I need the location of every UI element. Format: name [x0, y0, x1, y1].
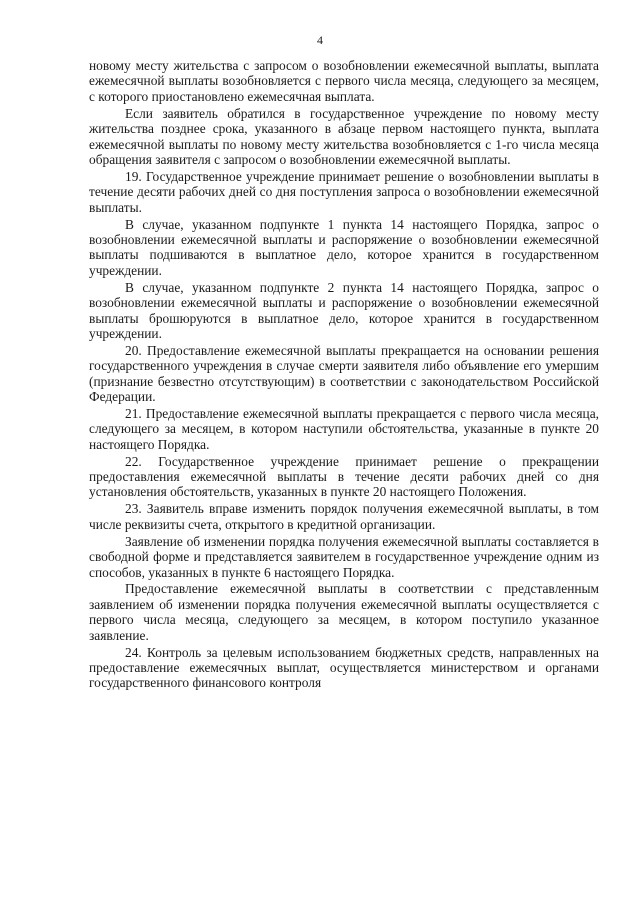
paragraph: В случае, указанном подпункте 1 пункта 14 настоящего Порядка, запрос о возобновлении ежемесячной выплаты и распоряжение о возобновлении ежемесячной выплаты подшиваются в выплатное дело, которое хранится в государственном учреждении.: [89, 216, 599, 278]
paragraph: Предоставление ежемесячной выплаты в соответствии с представленным заявлением об изменении порядка получения ежемесячной выплаты осуществляется с первого числа месяца, следующего за месяцем, в котором поступило указанное заявление.: [89, 581, 599, 643]
paragraph-item-24: 24. Контроль за целевым использованием бюджетных средств, направленных на предоставление ежемесячных выплат, осуществляется министерством и органами государственного финансового контроля: [89, 644, 599, 691]
paragraph-item-20: 20. Предоставление ежемесячной выплаты прекращается на основании решения государственного учреждения в случае смерти заявителя либо объявление его умершим (признание безвестно отсутствующим) в соответствии с законодательством Российской Федерации.: [89, 342, 599, 405]
paragraph-item-22: 22. Государственное учреждение принимает решение о прекращении предоставления ежемесячной выплаты в течение десяти рабочих дней со дня установления обстоятельств, указанных в пункте 20 настоящего Положения.: [89, 453, 599, 500]
document-body: [89, 58, 599, 692]
page-number: 4: [317, 33, 323, 47]
paragraph-item-23: 23. Заявитель вправе изменить порядок получения ежемесячной выплаты, в том числе реквизиты счета, открытого в кредитной организации.: [89, 501, 599, 532]
paragraph: В случае, указанном подпункте 2 пункта 14 настоящего Порядка, запрос о возобновлении ежемесячной выплаты и распоряжение о возобновлении ежемесячной выплаты брошюруются в выплатное дело, которое хранится в государственном учреждении.: [89, 279, 599, 341]
paragraph-continuation: новому месту жительства с запросом о возобновлении ежемесячной выплаты, выплата ежемесячной выплаты возобновляется с первого числа месяца, следующего за месяцем, с которого приостановлено ежемесячная выплата.: [89, 58, 599, 104]
paragraph-item-21: 21. Предоставление ежемесячной выплаты прекращается с первого числа месяца, следующего за месяцем, в котором наступили обстоятельства, указанные в пункте 20 настоящего Порядка.: [89, 405, 599, 452]
paragraph-item-19: 19. Государственное учреждение принимает решение о возобновлении выплаты в течение десяти рабочих дней со дня поступления запроса о возобновлении ежемесячной выплаты.: [89, 168, 599, 215]
paragraph: Если заявитель обратился в государственное учреждение по новому месту жительства позднее срока, указанного в абзаце первом настоящего пункта, выплата ежемесячной выплаты по новому месту жительства возобновляется с 1-го числа месяца обращения заявителя с запросом о возобновлении ежемесячной выплаты.: [89, 105, 599, 167]
paragraph: Заявление об изменении порядка получения ежемесячной выплаты составляется в свободной форме и представляется заявителем в государственное учреждение одним из способов, указанных в пункте 6 настоящего Порядка.: [89, 533, 599, 580]
